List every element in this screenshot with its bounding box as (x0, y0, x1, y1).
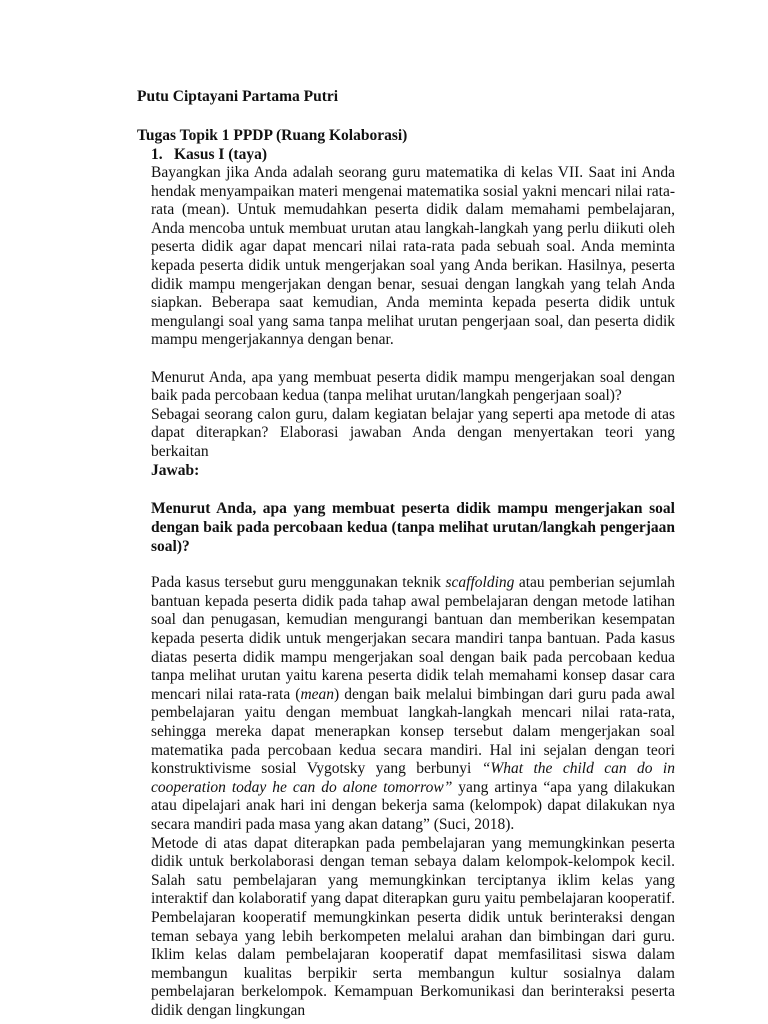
answer-label: Jawab: (151, 461, 200, 479)
case-title: Kasus I (taya) (174, 146, 268, 163)
author-name: Putu Ciptayani Partama Putri (137, 88, 339, 105)
answer-p1-text: yang artinya “apa yang dilakukan atau dipelajari anak hari ini dengan bekerja sama (kelompok) dapat dilakukan nya secara mandiri pada masa yang akan datang” (Suci, 2018). (151, 778, 675, 833)
answer-question-heading: Menurut Anda, apa yang membuat peserta didik mampu mengerjakan soal dengan baik pada percobaan kedua (tanpa melihat urutan/langkah pengerjaan soal)? (151, 499, 675, 555)
answer-p1-text: Pada kasus tersebut guru menggunakan teknik (151, 574, 446, 592)
case-paragraph: Bayangkan jika Anda adalah seorang guru matematika di kelas VII. Saat ini Anda hendak menyampaikan materi mengenai matematika sosial yakni mencari nilai rata-rata (mean). Untuk memudahkan peserta didik dalam memahami pembelajaran, Anda mencoba untuk membuat urutan atau langkah-langkah yang perlu diikuti oleh peserta didik agar dapat mencari nilai rata-rata pada sebuah soal. Anda meminta kepada peserta didik untuk mengerjakan soal yang Anda berikan. Hasilnya, peserta didik mampu mengerjakan dengan benar, sesuai dengan langkah yang telah Anda siapkan. Beberapa saat kemudian, Anda meminta kepada peserta didik untuk mengulangi soal yang sama tanpa melihat urutan pengerjaan soal, dan peserta didik mampu mengerjakannya dengan benar. (151, 164, 675, 349)
question-2: Sebagai seorang calon guru, dalam kegiatan belajar yang seperti apa metode di atas dapat diterapkan? Elaborasi jawaban Anda dengan menyertakan teori yang berkaitan (151, 405, 675, 460)
spacer (151, 556, 675, 575)
spacer (151, 350, 675, 369)
answer-paragraph-1 (151, 574, 675, 834)
spacer (151, 480, 675, 499)
mean-term: mean (300, 685, 335, 703)
case-number: 1. (151, 146, 163, 163)
answer-p1-text: ) dengan baik melalui bimbingan dari guru pada awal pembelajaran yaitu dengan membuat langkah-langkah mencari nilai rata-rata, sehingga mereka dapat menerapkan konsep tersebut dalam mengerjakan soal matematika pada percobaan kedua secara mandiri. Hal ini sejalan dengan teori konstruktivisme sosial Vygotsky yang berbunyi (151, 685, 675, 778)
vygotsky-quote: “What the child can do in cooperation today he can do alone tomorrow” (151, 760, 675, 796)
answer-p1-text: atau pemberian sejumlah bantuan kepada peserta didik pada tahap awal pembelajaran dengan metode latihan soal dan penugasan, kemudian mengurangi bantuan dan memberikan kesempatan kepada peserta didik untuk mengerjakan secara mandiri tanpa bantuan. Pada kasus diatas peserta didik mampu mengerjakan soal dengan baik pada percobaan kedua tanpa melihat urutan yaitu karena peserta didik telah memahami konsep dasar cara mencari nilai rata-rata ( (151, 574, 675, 703)
answer-paragraph-2: Metode di atas dapat diterapkan pada pembelajaran yang memungkinkan peserta didik untuk berkolaborasi dengan teman sebaya dalam kelompok-kelompok kecil. Salah satu pembelajaran yang memungkinkan terciptanya iklim kelas yang interaktif dan kolaboratif yang dapat diterapkan guru yaitu pembelajaran kooperatif. Pembelajaran kooperatif memungkinkan peserta didik untuk berinteraksi dengan teman sebaya yang lebih berkompeten melalui arahan dan bimbingan dari guru. Iklim kelas dalam pembelajaran kooperatif dapat memfasilitasi siswa dalam membangun kualitas berpikir serta membangun kultur sosialnya dalam pembelajaran berkelompok. Kemampuan Berkomunikasi dan berinteraksi peserta didik dengan lingkungan (151, 834, 675, 1019)
task-title: Tugas Topik 1 PPDP (Ruang Kolaborasi) (137, 127, 408, 144)
question-1: Menurut Anda, apa yang membuat peserta didik mampu mengerjakan soal dengan baik pada percobaan kedua (tanpa melihat urutan/langkah pengerjaan soal)? (151, 368, 675, 405)
scaffolding-term: scaffolding (445, 574, 515, 592)
case-heading (151, 145, 267, 165)
document-body (151, 164, 675, 1021)
